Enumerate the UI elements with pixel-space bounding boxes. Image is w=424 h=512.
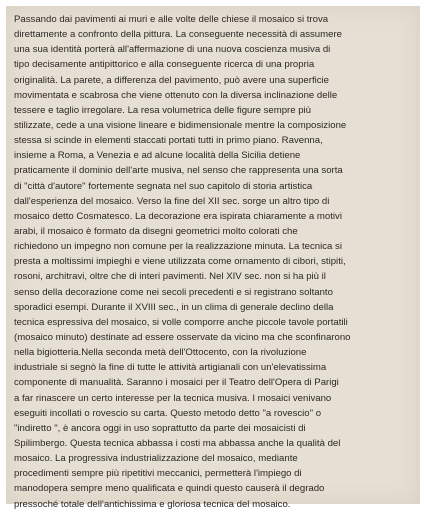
text-line: praticamente il dominio dell'arte musiva, nel senso che rappresenta una sorta: [14, 165, 343, 177]
text-line: a far rinascere un certo interesse per la tecnica musiva. I mosaici venivano: [14, 392, 332, 404]
text-line: componente di manualità. Saranno i mosaici per il Teatro dell'Opera di Parigi: [14, 377, 339, 389]
text-line: direttamente a confronto della pittura. La conseguente necessità di assumere: [14, 29, 342, 41]
text-line: Passando dai pavimenti ai muri e alle volte delle chiese il mosaico si trova: [14, 14, 329, 25]
text-line: richiedono un impegno non comune per la realizzazione minuta. La tecnica si: [14, 241, 342, 253]
text-line: tipo decisamente antipittorico e alla conseguente ricerca di una propria: [14, 59, 315, 71]
text-line: pressoché totale dell'antichissima e gloriosa tecnica del mosaico.: [14, 498, 291, 510]
text-line: tessere e taglio irregolare. La resa volumetrica delle figure sempre più: [14, 104, 312, 116]
text-line: movimentata e scabrosa che viene ottenuto con la diversa inclinazione delle: [14, 89, 338, 101]
text-line: industriale si segnò la fine di tutte le attività artigianali con un'elevatissima: [14, 362, 327, 374]
text-line: originalità. La parete, a differenza del pavimento, può avere una superficie: [14, 74, 330, 86]
text-line: rosoni, architravi, oltre che di interi pavimenti. Nel XIV sec. non si ha più il: [14, 271, 326, 283]
text-line: (mosaico minuto) destinate ad essere osservate da vicino ma che sconfinarono: [14, 331, 351, 343]
text-line: Spilimbergo. Questa tecnica abbassa i costi ma abbassa anche la qualità del: [14, 437, 341, 449]
text-line: mosaico detto Cosmatesco. La decorazione era ispirata chiaramente a motivi: [14, 210, 342, 222]
text-line: dall'esperienza del mosaico. Verso la fine del XII sec. sorge un altro tipo di: [14, 195, 330, 207]
text-line: mosaico. La progressiva industrializzazione del mosaico, mediante: [14, 453, 298, 465]
text-line: arabi, il mosaico è formato da disegni geometrici molto colorati che: [14, 225, 298, 237]
text-line: manodopera sempre meno qualificata e quindi questo causerà il degrado: [14, 483, 325, 495]
scanned-page: [6, 6, 420, 510]
text-line: stilizzate, cede a una visione lineare e bidimensionale mentre la composizione: [14, 119, 347, 131]
text-line: senso della decorazione come nei secoli precedenti e si registrano soltanto: [14, 286, 333, 298]
text-line: procedimenti sempre più ripetitivi meccanici, permetterà l'impiego di: [14, 468, 302, 480]
text-line: sporadici esempi. Durante il XVIII sec., in un clima di generale declino della: [14, 301, 334, 313]
text-line: stessa si scinde in elementi staccati portati tutti in primo piano. Ravenna,: [14, 135, 323, 147]
text-line: una sua identità porterà all'affermazione di una nuova coscienza musiva di: [14, 44, 331, 56]
text-line: di "città d'autore" fortemente segnata nel suo capitolo di storia artistica: [14, 180, 313, 192]
text-line: nella bigiotteria.Nella seconda metà dell'Ottocento, con la rivoluzione: [14, 347, 307, 359]
article-text: [14, 12, 412, 512]
text-line: "indiretto ", è ancora oggi in uso soprattutto da parte dei mosaicisti di: [14, 422, 306, 434]
text-line: insieme a Roma, a Venezia e ad alcune località della Sicilia detiene: [14, 150, 301, 162]
text-line: eseguiti incollati o rovescio su carta. Questo metodo detto "a rovescio" o: [14, 407, 322, 419]
text-line: tecnica espressiva del mosaico, si volle comporre anche piccole tavole portatili: [14, 316, 348, 328]
text-line: presta a moltissimi impieghi e viene utilizzata come ornamento di cibori, stipiti,: [14, 256, 346, 268]
